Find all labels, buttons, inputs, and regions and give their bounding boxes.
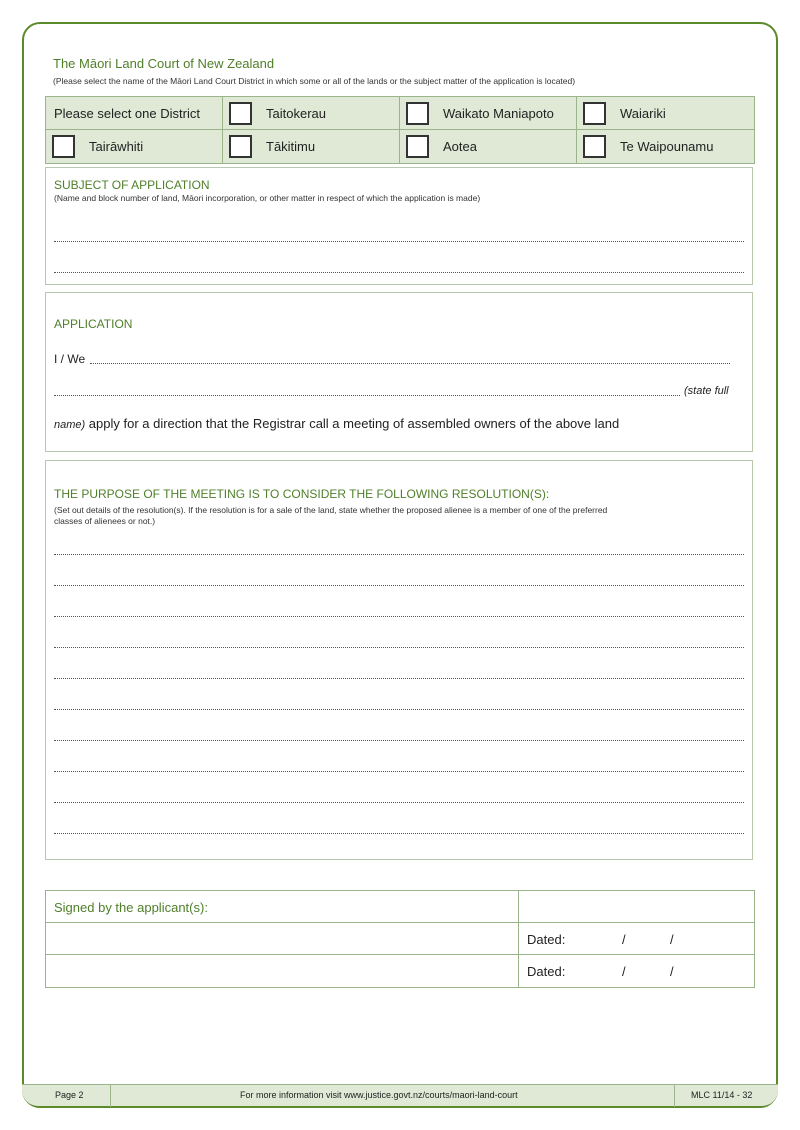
- resolution-line[interactable]: [54, 833, 744, 834]
- date-slash: /: [622, 932, 626, 947]
- subject-line-2[interactable]: [54, 272, 744, 273]
- purpose-heading: THE PURPOSE OF THE MEETING IS TO CONSIDER THE FOLLOWING RESOLUTION(S):: [54, 487, 550, 501]
- district-option-waikato-maniapoto[interactable]: Waikato Maniapoto: [400, 97, 577, 130]
- resolution-line[interactable]: [54, 554, 744, 555]
- name-label: name): [54, 419, 86, 431]
- checkbox[interactable]: [229, 102, 252, 125]
- subject-heading: SUBJECT OF APPLICATION: [54, 178, 210, 192]
- court-instruction: (Please select the name of the Māori Land Court District in which some or all of the lands or the subject matter of the application is located): [53, 76, 576, 86]
- state-full-label: (state full: [684, 385, 729, 397]
- district-prompt: Please select one District: [46, 97, 223, 130]
- resolution-line[interactable]: [54, 771, 744, 772]
- resolution-line[interactable]: [54, 647, 744, 648]
- resolution-line[interactable]: [54, 709, 744, 710]
- subject-line-1[interactable]: [54, 241, 744, 242]
- district-option-taitokerau[interactable]: Taitokerau: [223, 97, 400, 130]
- i-we-label: I / We: [54, 352, 86, 366]
- resolution-line[interactable]: [54, 585, 744, 586]
- page-number: Page 2: [55, 1090, 84, 1100]
- resolution-line[interactable]: [54, 678, 744, 679]
- checkbox[interactable]: [583, 135, 606, 158]
- resolution-line[interactable]: [54, 802, 744, 803]
- date-slash: /: [622, 964, 626, 979]
- date-slash: /: [670, 932, 674, 947]
- application-heading: APPLICATION: [54, 317, 133, 331]
- applicant-name-line-2[interactable]: [54, 395, 680, 396]
- application-body: apply for a direction that the Registrar call a meeting of assembled owners of the above land: [85, 416, 620, 431]
- column-divider: [518, 891, 519, 922]
- application-panel: [45, 292, 753, 452]
- footer-info: For more information visit www.justice.govt.nz/courts/maori-land-court: [240, 1090, 518, 1100]
- court-title: The Māori Land Court of New Zealand: [53, 56, 275, 71]
- district-option-te-waipounamu[interactable]: Te Waipounamu: [577, 130, 754, 163]
- signature-header-row: [46, 891, 754, 923]
- checkbox[interactable]: [52, 135, 75, 158]
- signature-row-1[interactable]: [46, 923, 754, 955]
- resolution-line[interactable]: [54, 740, 744, 741]
- district-selector: [45, 96, 755, 164]
- district-option-aotea[interactable]: Aotea: [400, 130, 577, 163]
- resolution-line[interactable]: [54, 616, 744, 617]
- footer-divider: [674, 1085, 675, 1107]
- district-option-tairawhiti[interactable]: Tairāwhiti: [46, 130, 223, 163]
- footer-divider: [110, 1085, 111, 1107]
- checkbox[interactable]: [229, 135, 252, 158]
- dated-label: Dated:: [527, 932, 566, 947]
- district-option-waiariki[interactable]: Waiariki: [577, 97, 754, 130]
- purpose-panel: [45, 460, 753, 860]
- column-divider: [518, 955, 519, 987]
- checkbox[interactable]: [583, 102, 606, 125]
- page-footer: [22, 1084, 778, 1106]
- column-divider: [518, 923, 519, 954]
- date-slash: /: [670, 964, 674, 979]
- form-code: MLC 11/14 - 32: [691, 1090, 753, 1100]
- signed-by-label: Signed by the applicant(s):: [54, 900, 208, 915]
- application-statement: [54, 416, 619, 431]
- subject-panel: [45, 167, 753, 285]
- district-option-takitimu[interactable]: Tākitimu: [223, 130, 400, 163]
- subject-note: (Name and block number of land, Māori incorporation, or other matter in respect of which the application is made): [54, 193, 481, 203]
- checkbox[interactable]: [406, 135, 429, 158]
- signature-row-2[interactable]: [46, 955, 754, 987]
- signature-table: [45, 890, 755, 988]
- purpose-note-1: (Set out details of the resolution(s). If the resolution is for a sale of the land, state whether the proposed alienee is a member of one of the preferred: [54, 505, 608, 515]
- checkbox[interactable]: [406, 102, 429, 125]
- applicant-name-line-1[interactable]: [90, 363, 730, 364]
- purpose-note-2: classes of alienees or not.): [54, 516, 156, 526]
- dated-label: Dated:: [527, 964, 566, 979]
